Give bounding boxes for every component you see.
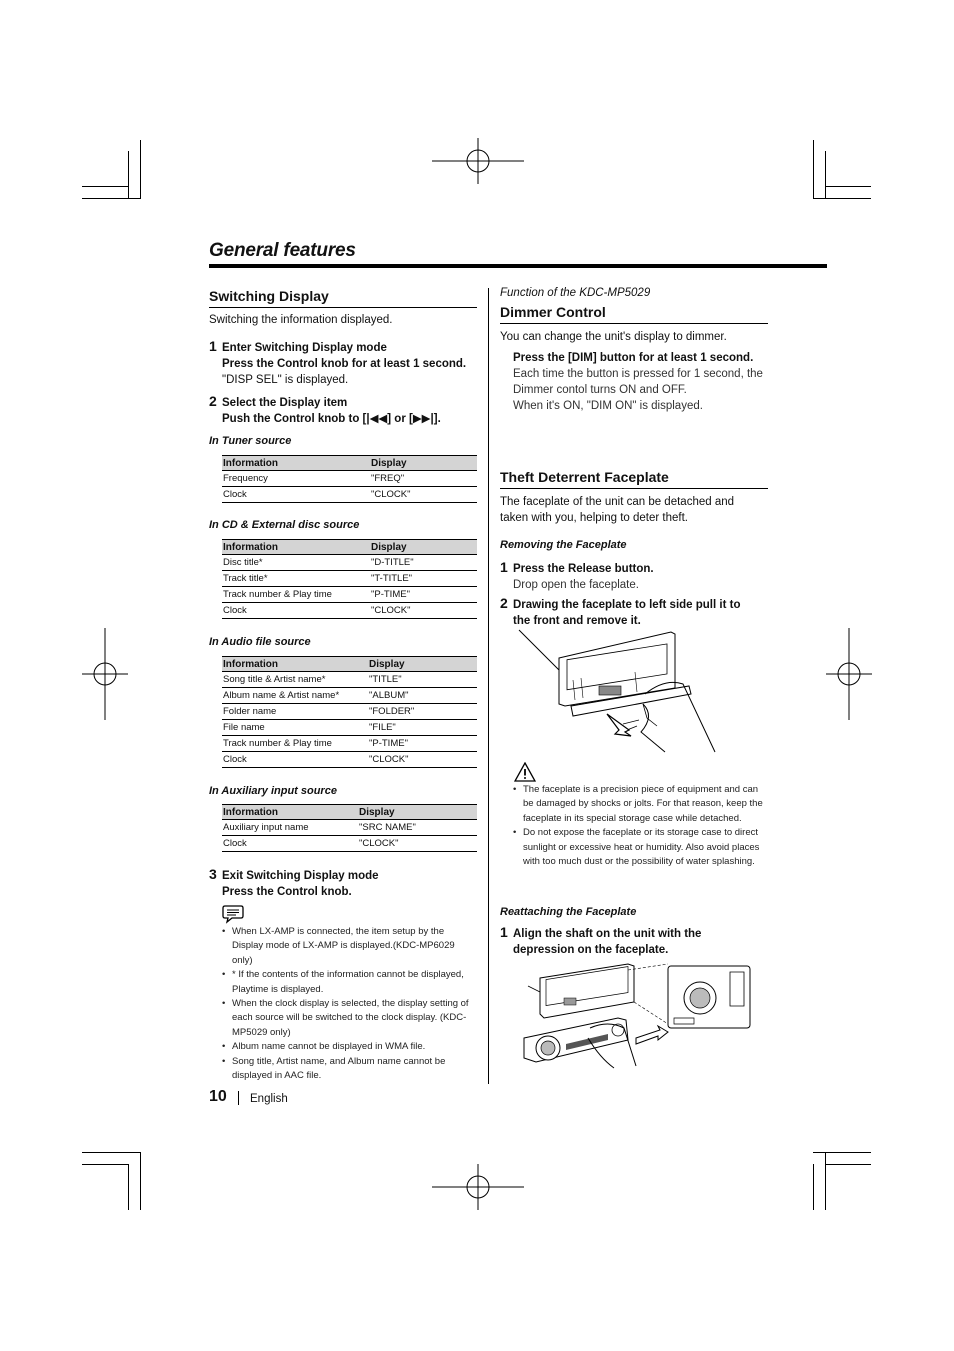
info-table-audio-file (222, 656, 477, 768)
table-row (222, 555, 477, 571)
table-row (222, 587, 477, 603)
crop-mark (140, 1152, 141, 1210)
section-intro: The faceplate of the unit can be detached and (500, 496, 735, 508)
table-row (222, 487, 477, 503)
step-title: Exit Switching Display mode (222, 870, 379, 882)
crop-mark (82, 186, 128, 187)
list-item: • When the clock display is selected, the display setting of each source will be switched to the clock display. (KDC-MP5029 only) (222, 997, 477, 1040)
step-number: 1 (500, 924, 508, 940)
note-icon (222, 904, 244, 924)
table-cell: "FREQ" (370, 471, 477, 487)
section-title-dimmer: Dimmer Control (500, 304, 606, 320)
crop-mark (128, 151, 129, 199)
section-intro: You can change the unit's display to dimmer. (500, 331, 727, 343)
step-instruction: Drawing the faceplate to left side pull it to (513, 599, 741, 611)
crop-mark (813, 1164, 814, 1210)
page-title: General features (209, 240, 356, 261)
reattach-faceplate-illustration (518, 962, 754, 1074)
function-note: Function of the KDC-MP5029 (500, 287, 651, 299)
registration-mark-icon (826, 628, 872, 720)
table-header: Display (368, 657, 477, 672)
table-cell: Clock (222, 752, 368, 768)
crop-mark (82, 1164, 128, 1165)
table-caption: In Auxiliary input source (209, 785, 337, 797)
table-cell: "P-TIME" (368, 736, 477, 752)
crop-mark (825, 1152, 826, 1210)
step-number: 3 (209, 866, 217, 882)
table-cell: Track title* (222, 571, 370, 587)
title-rule (209, 264, 827, 268)
table-cell: "D-TITLE" (370, 555, 477, 571)
crop-mark (82, 1152, 140, 1153)
notes-list (222, 925, 477, 1083)
table-cell: "CLOCK" (368, 752, 477, 768)
list-item: • Do not expose the faceplate or its storage case to direct sunlight or excessive heat or humidity. Also avoid places with too much dust or the possibility of water splashing. (513, 826, 763, 869)
table-caption: In Tuner source (209, 435, 292, 447)
step-note: "DISP SEL" is displayed. (222, 374, 349, 386)
table-header: Information (222, 456, 370, 471)
table-caption: In CD & External disc source (209, 519, 360, 531)
table-row (222, 571, 477, 587)
table-row (222, 752, 477, 768)
list-item: • Song title, Artist name, and Album name cannot be displayed in AAC file. (222, 1055, 477, 1084)
step-number: 1 (209, 338, 217, 354)
table-header: Display (370, 456, 477, 471)
caution-icon (514, 762, 536, 782)
step-instruction: the front and remove it. (513, 615, 641, 627)
crop-mark (825, 151, 826, 199)
table-row (222, 736, 477, 752)
step-instruction: Press the Release button. (513, 563, 654, 575)
table-row (222, 820, 477, 836)
step-instruction: Align the shaft on the unit with the (513, 928, 702, 940)
crop-mark (128, 1164, 129, 1210)
step-instruction: Press the Control knob for at least 1 second. (222, 358, 467, 370)
table-cell: "FILE" (368, 720, 477, 736)
registration-mark-icon (432, 1164, 524, 1210)
page-number: 10 (209, 1088, 227, 1105)
crop-mark (825, 1164, 871, 1165)
table-cell: "FOLDER" (368, 704, 477, 720)
table-cell: "SRC NAME" (358, 820, 477, 836)
section-rule (500, 488, 768, 489)
table-cell: "CLOCK" (358, 836, 477, 852)
info-table-cd (222, 539, 477, 619)
subsection-caption: Reattaching the Faceplate (500, 906, 637, 918)
step-note: Each time the button is pressed for 1 second, the (513, 368, 763, 380)
table-row (222, 471, 477, 487)
footer-divider (238, 1091, 239, 1105)
table-header: Display (358, 805, 477, 820)
subsection-caption: Removing the Faceplate (500, 539, 627, 551)
table-row (222, 672, 477, 688)
table-cell: "CLOCK" (370, 603, 477, 619)
section-intro: taken with you, helping to deter theft. (500, 512, 688, 524)
table-cell: "CLOCK" (370, 487, 477, 503)
section-title-theft: Theft Deterrent Faceplate (500, 469, 669, 485)
table-row (222, 603, 477, 619)
step-number: 2 (209, 393, 217, 409)
table-cell: "TITLE" (368, 672, 477, 688)
list-item: • When LX-AMP is connected, the item setup by the Display mode of LX-AMP is displayed.(KDC-MP6029 only) (222, 925, 477, 968)
list-item: • * If the contents of the information cannot be displayed, Playtime is displayed. (222, 968, 477, 997)
crop-mark (140, 140, 141, 199)
registration-mark-icon (82, 628, 128, 720)
table-cell: Song title & Artist name* (222, 672, 368, 688)
table-header: Information (222, 805, 358, 820)
table-row (222, 836, 477, 852)
crop-mark (813, 198, 871, 199)
step-note: Dimmer contol turns ON and OFF. (513, 384, 687, 396)
table-cell: Track number & Play time (222, 587, 370, 603)
table-cell: Auxiliary input name (222, 820, 358, 836)
list-item: • Album name cannot be displayed in WMA file. (222, 1040, 477, 1054)
table-cell: Clock (222, 836, 358, 852)
step-number: 1 (500, 559, 508, 575)
table-cell: Album name & Artist name* (222, 688, 368, 704)
crop-mark (813, 140, 814, 199)
info-table-auxiliary (222, 804, 477, 852)
remove-faceplate-illustration (515, 628, 720, 754)
table-caption: In Audio file source (209, 636, 311, 648)
table-header: Display (370, 540, 477, 555)
step-instruction: Press the Control knob. (222, 886, 352, 898)
step-note: Drop open the faceplate. (513, 579, 639, 591)
table-cell: Clock (222, 487, 370, 503)
crop-mark (813, 1152, 871, 1153)
step-title: Select the Display item (222, 397, 348, 409)
step-instruction: depression on the faceplate. (513, 944, 669, 956)
table-row (222, 704, 477, 720)
section-title-switching-display: Switching Display (209, 288, 329, 304)
section-rule (209, 307, 477, 308)
table-row (222, 720, 477, 736)
crop-mark (825, 186, 871, 187)
footer-language: English (250, 1093, 288, 1105)
table-header: Information (222, 540, 370, 555)
list-item: • The faceplate is a precision piece of equipment and can be damaged by shocks or jolts. For that reason, keep the faceplate in its special storage case while detached. (513, 783, 763, 826)
table-cell: "P-TIME" (370, 587, 477, 603)
table-cell: Clock (222, 603, 370, 619)
step-note: When it's ON, "DIM ON" is displayed. (513, 400, 703, 412)
step-title: Enter Switching Display mode (222, 342, 387, 354)
caution-list (513, 783, 763, 869)
table-cell: File name (222, 720, 368, 736)
step-number: 2 (500, 595, 508, 611)
column-divider (488, 288, 489, 1084)
crop-mark (82, 198, 140, 199)
table-cell: Folder name (222, 704, 368, 720)
table-header: Information (222, 657, 368, 672)
table-row (222, 688, 477, 704)
section-rule (500, 323, 768, 324)
section-intro: Switching the information displayed. (209, 314, 393, 326)
table-cell: Disc title* (222, 555, 370, 571)
table-cell: "ALBUM" (368, 688, 477, 704)
table-cell: "T-TITLE" (370, 571, 477, 587)
table-cell: Track number & Play time (222, 736, 368, 752)
step-instruction: Press the [DIM] button for at least 1 second. (513, 352, 754, 364)
info-table-tuner (222, 455, 477, 503)
registration-mark-icon (432, 138, 524, 184)
step-instruction: Push the Control knob to [|◀◀] or [▶▶|]. (222, 413, 441, 425)
table-cell: Frequency (222, 471, 370, 487)
